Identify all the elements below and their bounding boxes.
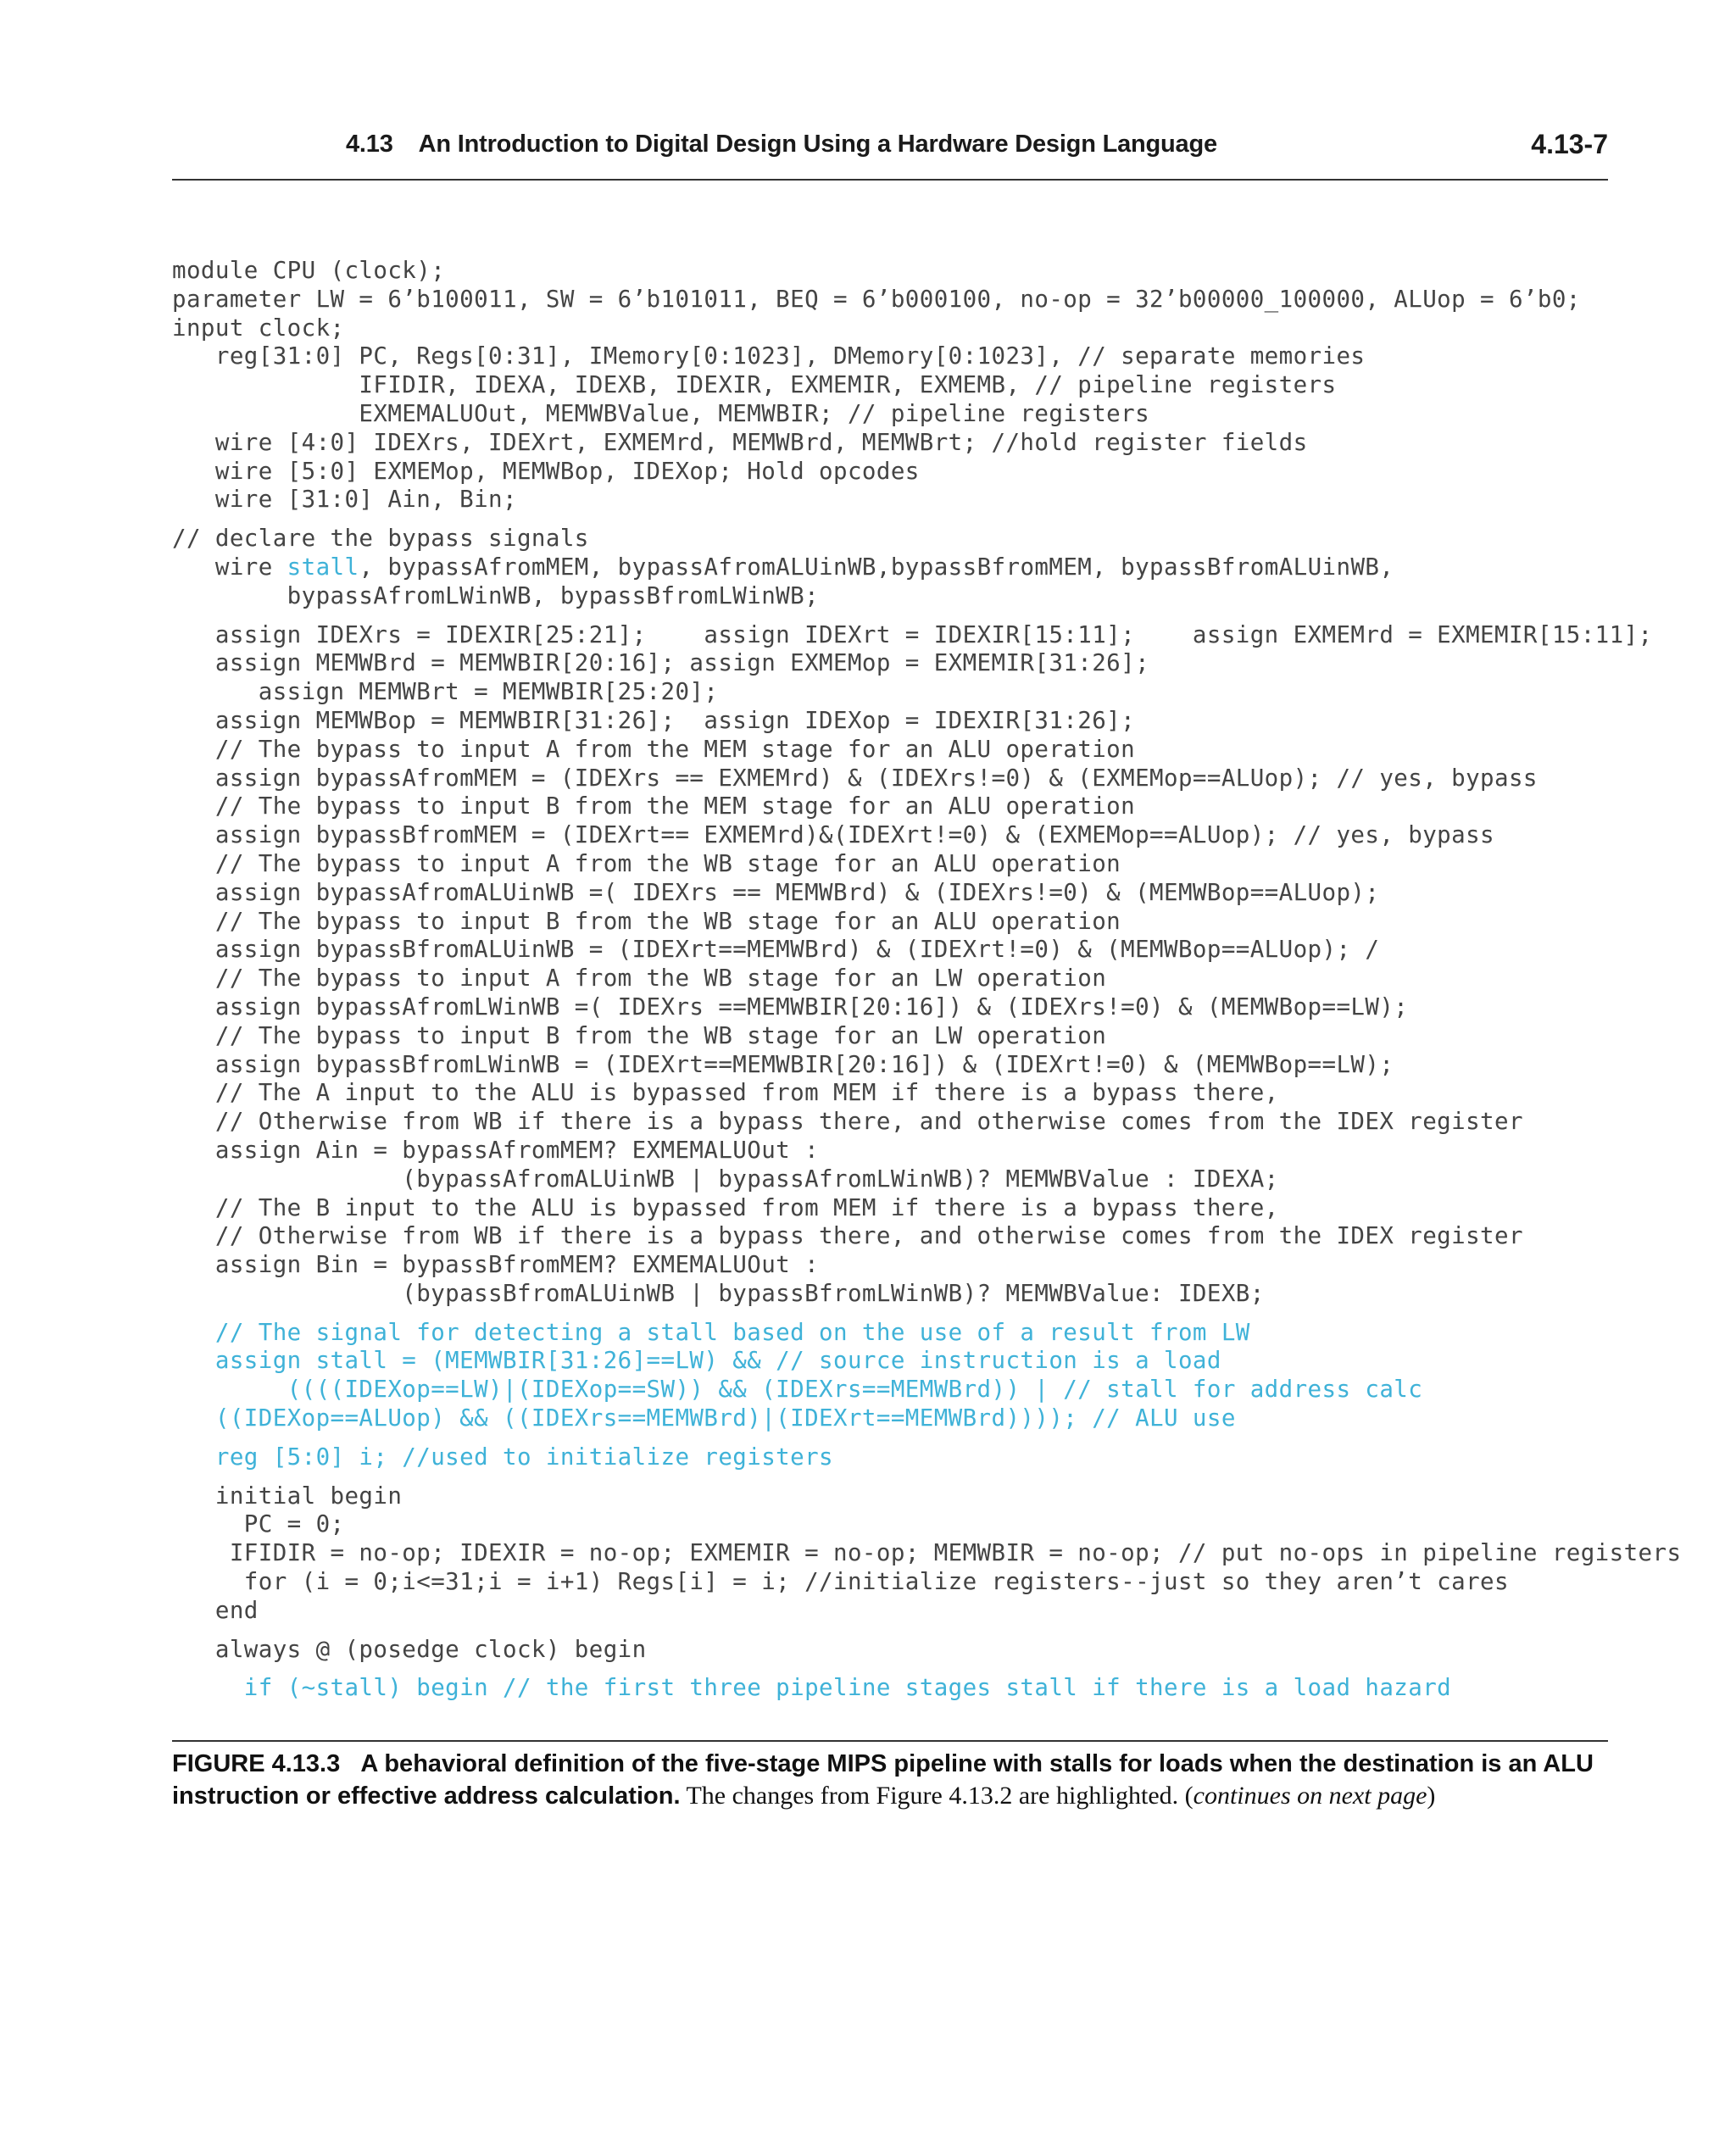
- code-text: ((IDEXop==ALUop) && ((IDEXrs==MEMWBrd)|(IDEXrt==MEMWBrd)))); // ALU use: [172, 1404, 1236, 1432]
- code-line: [172, 936, 1613, 965]
- code-text: // The bypass to input A from the WB stage for an LW operation: [172, 965, 1107, 993]
- caption-rule: [172, 1740, 1608, 1742]
- code-text: assign bypassBfromMEM = (IDEXrt== EXMEMrd)&(IDEXrt!=0) & (EXMEMop==ALUop); // yes, bypass: [172, 821, 1494, 849]
- code-text: // declare the bypass signals: [172, 525, 589, 553]
- code-text: // The B input to the ALU is bypassed from MEM if there is a bypass there,: [172, 1193, 1279, 1221]
- code-line: [172, 649, 1613, 678]
- code-line: [172, 1443, 1613, 1472]
- code-line: [172, 429, 1613, 458]
- code-line: [172, 1194, 1613, 1223]
- code-text: assign Ain = bypassAfromMEM? EXMEMALUOut :: [172, 1136, 820, 1164]
- code-line: [172, 908, 1613, 937]
- code-text: assign bypassBfromLWinWB = (IDEXrt==MEMWBIR[20:16]) & (IDEXrt!=0) & (MEMWBop==LW);: [172, 1050, 1394, 1078]
- code-text: for (i = 0;i<=31;i = i+1) Regs[i] = i; //initialize registers--just so they aren’t cares: [172, 1568, 1509, 1596]
- code-text: reg [5:0] i; //used to initialize registers: [172, 1443, 833, 1471]
- code-line: [172, 879, 1613, 908]
- code-line: [172, 1108, 1613, 1137]
- code-text: reg[31:0] PC, Regs[0:31], IMemory[0:1023], DMemory[0:1023], // separate memories: [172, 342, 1366, 370]
- code-text: wire: [172, 553, 287, 581]
- code-line: [172, 1280, 1613, 1309]
- code-line: [172, 1404, 1613, 1433]
- code-text: if (~stall) begin // the first three pipeline stages stall if there is a load hazard: [172, 1674, 1452, 1702]
- code-text: assign bypassAfromMEM = (IDEXrs == EXMEMrd) & (IDEXrs!=0) & (EXMEMop==ALUop); // yes, bypass: [172, 764, 1538, 792]
- code-text: (bypassBfromALUinWB | bypassBfromLWinWB)? MEMWBValue: IDEXB;: [172, 1279, 1265, 1307]
- code-text: always @ (posedge clock) begin: [172, 1635, 647, 1663]
- code-line: [172, 525, 1613, 553]
- code-line: [172, 1636, 1613, 1665]
- code-text: PC = 0;: [172, 1510, 345, 1538]
- figure-caption: [172, 1749, 1613, 1812]
- code-line: [172, 400, 1613, 429]
- header-rule: [172, 179, 1608, 181]
- code-text: // The bypass to input B from the WB stage for an ALU operation: [172, 907, 1121, 935]
- code-text: wire [31:0] Ain, Bin;: [172, 486, 517, 514]
- code-line: [172, 736, 1613, 765]
- code-text: // The bypass to input B from the WB stage for an LW operation: [172, 1021, 1107, 1049]
- code-text: wire [5:0] EXMEMop, MEMWBop, IDEXop; Hold opcodes: [172, 457, 920, 485]
- code-text: module CPU (clock);: [172, 257, 446, 284]
- code-line: [172, 314, 1613, 343]
- code-line: [172, 1376, 1613, 1404]
- code-text: wire [4:0] IDEXrs, IDEXrt, EXMEMrd, MEMWBrd, MEMWBrt; //hold register fields: [172, 428, 1308, 456]
- section-number: 4.13: [346, 131, 393, 158]
- caption-text: The changes from Figure 4.13.2 are highlighted. (: [680, 1782, 1194, 1810]
- code-text: // The A input to the ALU is bypassed from MEM if there is a bypass there,: [172, 1079, 1279, 1107]
- code-line: [172, 1079, 1613, 1108]
- code-text: assign stall = (MEMWBIR[31:26]==LW) && // source instruction is a load: [172, 1347, 1221, 1375]
- chapter-title: An Introduction to Digital Design Using a Hardware Design Language: [418, 131, 1217, 158]
- code-line: [172, 678, 1613, 707]
- caption-bold-text: A behavioral definition of the five-stage MIPS pipeline with stalls for loads when the destination is an ALU instruction or effective address calculation.: [172, 1750, 1594, 1810]
- code-line: [172, 1137, 1613, 1165]
- code-line: [172, 1674, 1613, 1703]
- code-line: [172, 1051, 1613, 1080]
- code-line: [172, 286, 1613, 314]
- code-listing: [172, 257, 1682, 1703]
- code-line: [172, 765, 1613, 793]
- code-line: [172, 707, 1613, 736]
- code-text: EXMEMALUOut, MEMWBValue, MEMWBIR; // pipeline registers: [172, 399, 1150, 427]
- code-text-rest: , bypassAfromMEM, bypassAfromALUinWB,bypassBfromMEM, bypassBfromALUinWB,: [359, 553, 1394, 581]
- code-text: // The bypass to input A from the MEM stage for an ALU operation: [172, 735, 1136, 763]
- code-text: IFIDIR = no-op; IDEXIR = no-op; EXMEMIR = no-op; MEMWBIR = no-op; // put no-ops in pipeline registers: [172, 1539, 1682, 1567]
- header-title: [346, 131, 1217, 158]
- code-text: bypassAfromLWinWB, bypassBfromLWinWB;: [172, 581, 820, 609]
- code-line: [172, 257, 1613, 286]
- code-text: // The signal for detecting a stall based on the use of a result from LW: [172, 1318, 1250, 1346]
- code-text: assign MEMWBop = MEMWBIR[31:26]; assign IDEXop = IDEXIR[31:26];: [172, 706, 1136, 734]
- code-text: IFIDIR, IDEXA, IDEXB, IDEXIR, EXMEMIR, EXMEMB, // pipeline registers: [172, 371, 1337, 399]
- code-line: [172, 1165, 1613, 1194]
- running-header: [172, 131, 1608, 178]
- code-line: [172, 965, 1613, 993]
- code-text: end: [172, 1596, 259, 1624]
- code-text: // Otherwise from WB if there is a bypass there, and otherwise comes from the IDEX register: [172, 1222, 1523, 1250]
- code-text: assign bypassAfromLWinWB =( IDEXrs ==MEMWBIR[20:16]) & (IDEXrs!=0) & (MEMWBop==LW);: [172, 993, 1409, 1020]
- code-line: [172, 1251, 1613, 1280]
- code-text: (bypassAfromALUinWB | bypassAfromLWinWB)? MEMWBValue : IDEXA;: [172, 1165, 1279, 1193]
- code-text: input clock;: [172, 314, 345, 342]
- code-text: parameter LW = 6’b100011, SW = 6’b101011, BEQ = 6’b000100, no-op = 32’b00000_100000, ALUop = 6’b0;: [172, 285, 1581, 313]
- code-text: ((((IDEXop==LW)|(IDEXop==SW)) && (IDEXrs==MEMWBrd)) | // stall for address calc: [172, 1376, 1423, 1404]
- code-text: assign Bin = bypassBfromMEM? EXMEMALUOut :: [172, 1251, 820, 1279]
- code-text: assign MEMWBrt = MEMWBIR[25:20];: [172, 678, 719, 706]
- code-line: [172, 1482, 1613, 1511]
- code-line: [172, 553, 1613, 582]
- code-line: [172, 792, 1613, 821]
- code-line: [172, 1539, 1682, 1568]
- code-line: [172, 821, 1613, 850]
- figure-label: FIGURE 4.13.3: [172, 1750, 341, 1777]
- code-line: [172, 1347, 1613, 1376]
- code-text: assign bypassAfromALUinWB =( IDEXrs == MEMWBrd) & (IDEXrs!=0) & (MEMWBop==ALUop);: [172, 878, 1380, 906]
- code-line: [172, 486, 1613, 514]
- code-text: assign MEMWBrd = MEMWBIR[20:16]; assign EXMEMop = EXMEMIR[31:26];: [172, 649, 1150, 677]
- code-line: [172, 1022, 1613, 1051]
- code-text: // Otherwise from WB if there is a bypass there, and otherwise comes from the IDEX register: [172, 1108, 1523, 1136]
- code-highlight: stall: [287, 553, 359, 581]
- code-text: assign IDEXrs = IDEXIR[25:21]; assign IDEXrt = IDEXIR[15:11]; assign EXMEMrd = EXMEMIR[15:11];: [172, 620, 1653, 648]
- code-text: assign bypassBfromALUinWB = (IDEXrt==MEMWBrd) & (IDEXrt!=0) & (MEMWBop==ALUop); /: [172, 936, 1380, 964]
- code-text: // The bypass to input A from the WB stage for an ALU operation: [172, 849, 1121, 877]
- caption-close: ): [1427, 1782, 1436, 1810]
- code-text: initial begin: [172, 1482, 403, 1510]
- code-line: [172, 582, 1613, 611]
- code-line: [172, 342, 1613, 371]
- caption-continues: continues on next page: [1193, 1782, 1427, 1810]
- code-line: [172, 1319, 1613, 1348]
- code-line: [172, 1597, 1613, 1626]
- page-number: 4.13-7: [1531, 129, 1608, 159]
- code-line: [172, 1222, 1613, 1251]
- code-text: // The bypass to input B from the MEM stage for an ALU operation: [172, 792, 1136, 820]
- code-line: [172, 1510, 1613, 1539]
- code-line: [172, 993, 1613, 1022]
- code-line: [172, 458, 1613, 487]
- code-line: [172, 1568, 1613, 1597]
- code-line: [172, 620, 1653, 650]
- code-line: [172, 371, 1613, 400]
- code-line: [172, 850, 1613, 879]
